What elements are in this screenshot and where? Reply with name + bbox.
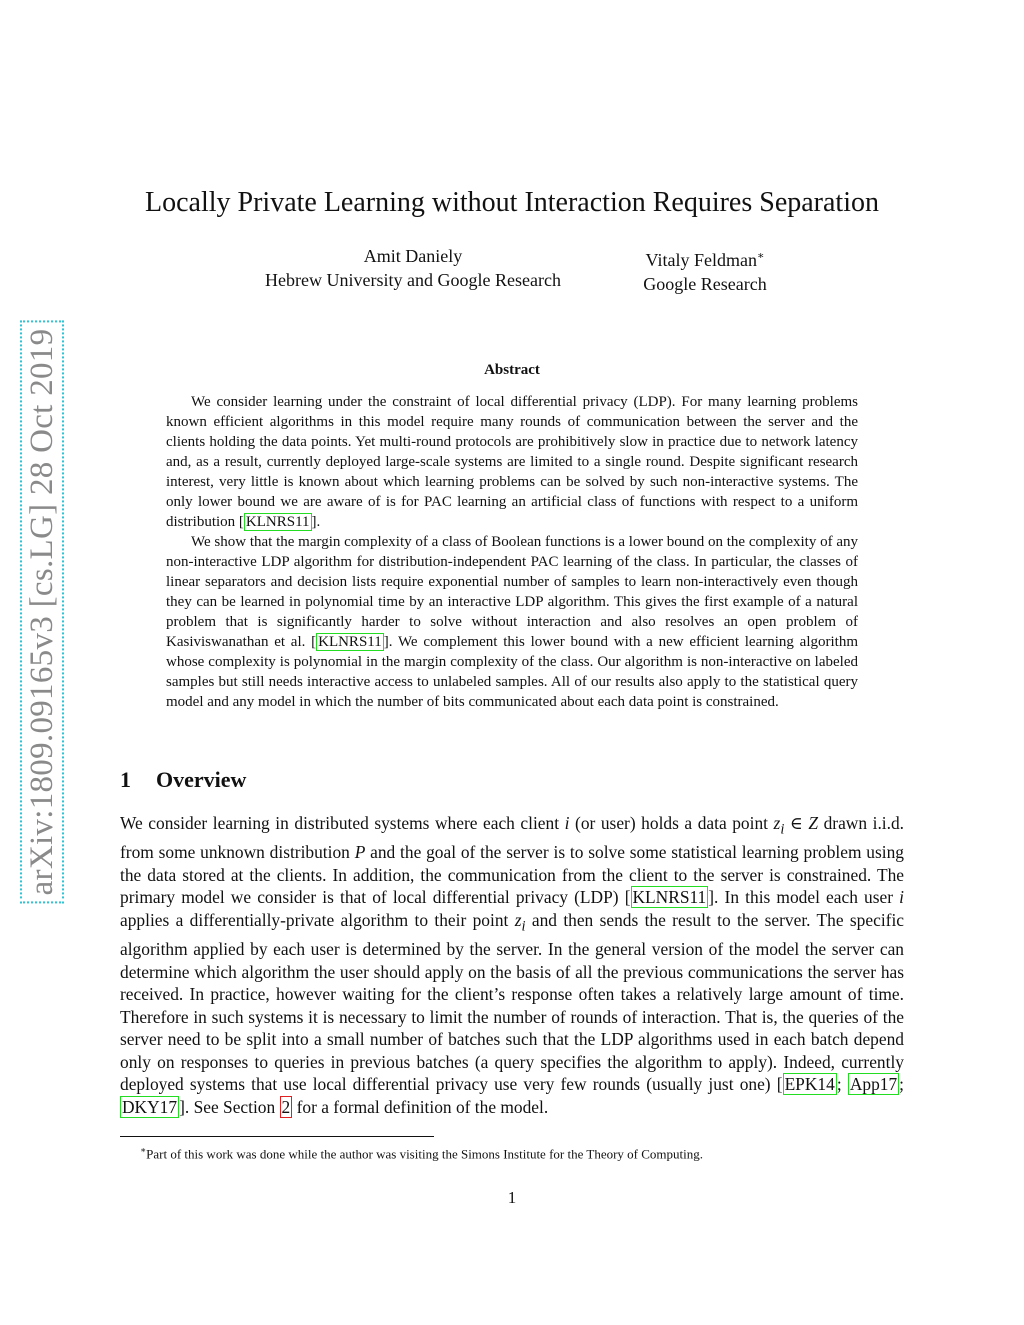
author-name: Amit Daniely [363,246,463,266]
citation-link[interactable]: App17 [849,1074,898,1095]
citation-link[interactable]: DKY17 [122,1097,178,1118]
section-heading-overview [120,766,246,794]
abstract-body [166,392,858,712]
section-number: 1 [120,767,131,792]
footnote-marker: ∗ [140,1145,147,1155]
page-number: 1 [507,1188,517,1207]
section-reference-link[interactable]: 2 [281,1097,291,1118]
abstract-paragraph-1: We consider learning under the constraint of local differential privacy (LDP). For many learning problems known efficient algorithms in this model require many rounds of communication between the server and the clients holding the data points. Yet multi-round protocols are prohibitively slow in practice due to network latency and, as a result, currently deployed large-scale systems are limited to a single round. Despite significant research interest, very little is known about which learning problems can be solved by such non-interactive systems. The only lower bound we are aware of is for PAC learning an artificial class of functions with respect to a uniform distribution [ KLNRS11 ]. [166,394,858,530]
abstract-paragraph-2: We show that the margin complexity of a class of Boolean functions is a lower bound on the complexity of any non-interactive LDP algorithm for distribution-independent PAC learning of the class. In particular, the classes of linear separators and decision lists require exponential number of samples to learn non-interactively even though they can be learned in polynomial time by an interactive LDP algorithm. This gives the first example of a natural problem that is significantly harder to solve without interaction and also resolves an open problem of Kasiviswanathan et al. [ KLNRS11 ]. We complement this lower bound with a new efficient learning algorithm whose complexity is polynomial in the margin complexity of the class. Our algorithm is non-interactive on labeled samples but still needs interactive access to unlabeled samples. All of our results also apply to the statistical query model and any model in which the number of bits communicated about each data point is constrained. [166,534,858,710]
footnote-divider [120,1136,434,1137]
citation-link[interactable]: KLNRS11 [632,887,707,908]
citation-link[interactable]: EPK14 [784,1074,835,1095]
citation-link[interactable]: KLNRS11 [318,634,382,650]
overview-paragraph: We consider learning in distributed systems where each client i (or user) holds a data point $z_i$ ∈ Z drawn i.i.d. from some unknown distribution P and the goal of the server is to solve some statistical learning problem using the data stored at the clients. In addition, the communication from the client to the server is constrained. The primary model we consider is that of local differential privacy (LDP) [ KLNRS11 ]. In this model each user i applies a differentially-private algorithm to their point $z_i$ and then sends the result to the server. The specific algorithm applied by each user is determined by the server. In the general version of the model the server can determine which algorithm the user should apply on the basis of all the previous communications the server has received. In practice, however waiting for the client’s response often takes a relatively large amount of time. Therefore in such systems it is necessary to limit the number of rounds of interaction. That is, the queries of the server need to be split into a small number of batches such that the LDP algorithms used in each batch depend only on responses to queries in previous batches (a query specifies the algorithm to apply). Indeed, currently deployed systems that use local differential privacy use very few rounds (usually just one) [ EPK14 ; App17 ; DKY17 ]. See Section 2 for a formal definition of the model. [120,813,905,1118]
author-affiliation: Hebrew University and Google Research [265,270,561,290]
author-block-2 [620,244,790,296]
author-block-1 [240,244,586,292]
paper-title: Locally Private Learning without Interaction Requires Separation [145,187,879,218]
citation-link[interactable]: KLNRS11 [245,514,310,530]
section-title: Overview [156,767,247,792]
footnote [140,1141,904,1163]
footnote-marker: ∗ [756,250,765,262]
abstract-heading: Abstract [484,362,540,378]
author-name: Vitaly Feldman∗ [645,250,765,270]
footnote-text: Part of this work was done while the author was visiting the Simons Institute for the Theory of Computing. [146,1146,704,1162]
author-affiliation: Google Research [643,274,767,294]
arxiv-identifier-stamp: arXiv:1809.09165v3 [cs.LG] 28 Oct 2019 [20,321,64,904]
